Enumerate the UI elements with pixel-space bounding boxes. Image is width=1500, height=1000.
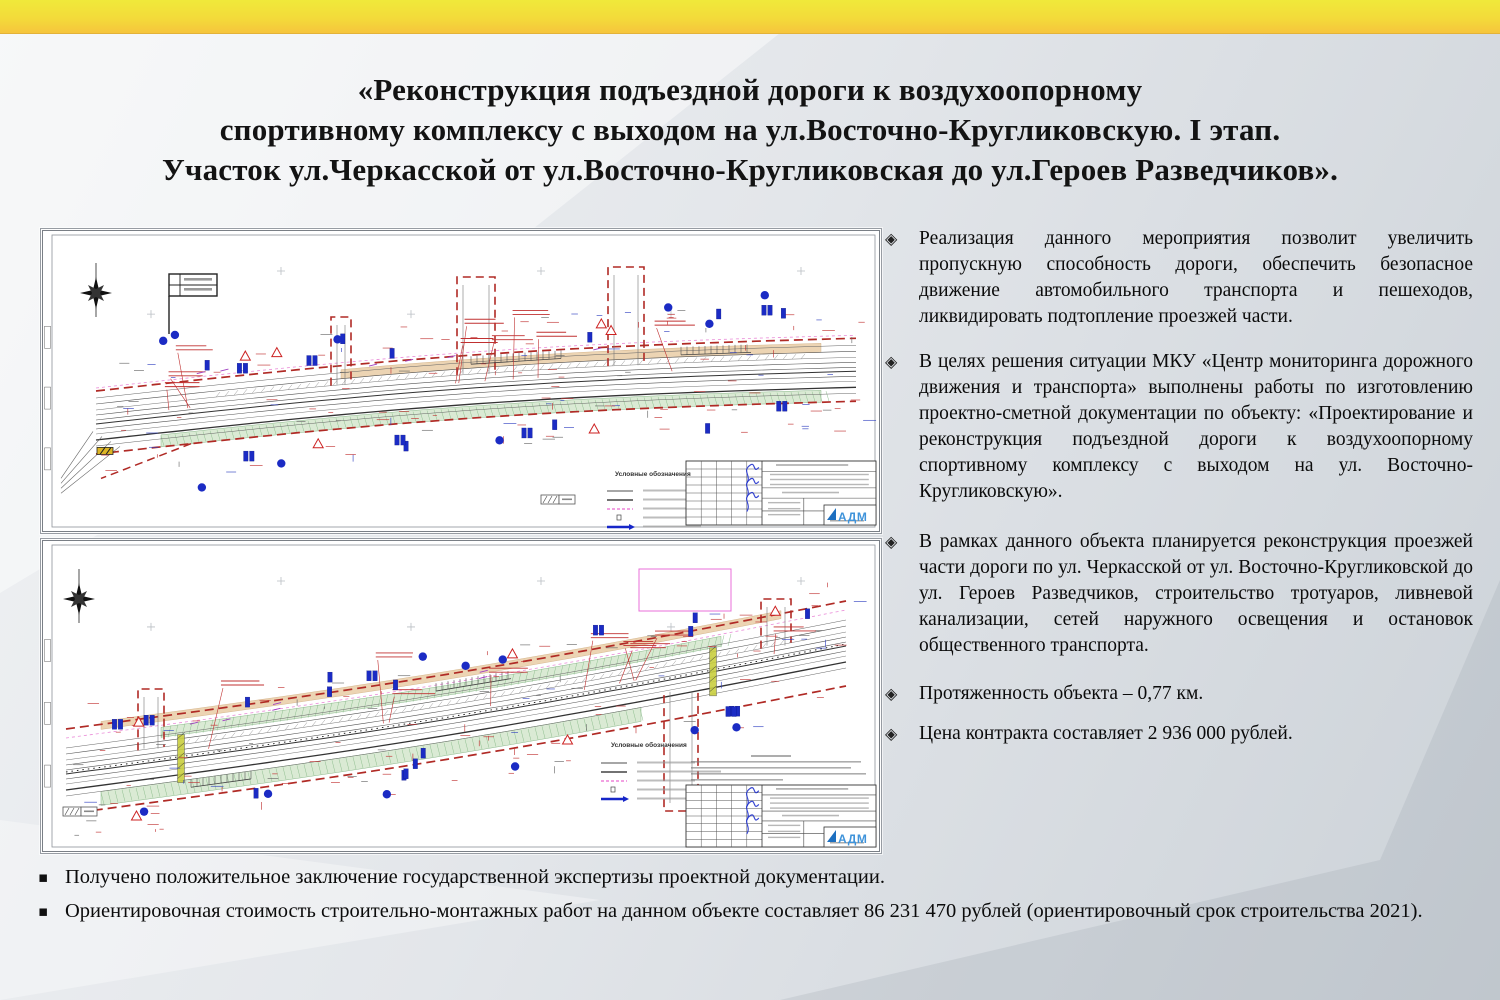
bullet-text: Ориентировочная стоимость строительно-монтажных работ на данном объекте составляет 86 231 470 рублей (ориентировочный срок строительства 2021). [65,900,1423,922]
summary-bullet-list [885,226,1473,766]
list-item [38,896,1468,926]
bullet-text: Протяженность объекта – 0,77 км. [919,683,1204,704]
road-plan-panel-1 [40,228,882,534]
slide-title [40,70,1460,190]
adm-logo-drawing-2: АДМ [838,832,868,846]
road-plan-drawing-2 [41,539,881,853]
legend-title-drawing-2: Условные обозначения [611,742,687,749]
bullet-text: Реализация данного мероприятия позволит увеличить пропускную способность дороги, обеспечить безопасное движение автомобильного транспорта и пешеходов, ликвидировать подтопление проезжей части. [919,228,1473,327]
yellow-top-bar [0,0,1500,34]
slide-title-line-2: спортивному комплексу с выходом на ул.Восточно-Кругликовскую. I этап. [219,112,1281,147]
bullet-text: В рамках данного объекта планируется реконструкция проезжей части дороги по ул. Черкасской от ул. Восточно-Кругликовской до ул. Героев Разведчиков, строительство тротуаров, ливневой канализации, сетей наружного освещения и остановок общественного транспорта. [919,531,1473,656]
diamond-bullet-icon: ◈ [885,684,898,703]
square-bullet-icon: ▪ [38,868,49,886]
list-item [885,721,1473,747]
diamond-bullet-icon: ◈ [885,229,898,248]
square-bullet-icon: ▪ [38,902,49,920]
list-item [38,862,1468,892]
diamond-bullet-icon: ◈ [885,724,898,743]
list-item [885,529,1473,659]
diamond-bullet-icon: ◈ [885,352,898,371]
diamond-bullet-icon: ◈ [885,532,898,551]
slide-title-line-3: Участок ул.Черкасской от ул.Восточно-Кругликовская до ул.Героев Разведчиков». [161,152,1339,187]
footer-bullet-list [38,862,1468,930]
slide-title-line-1: «Реконструкция подъездной дороги к воздухоопорному [357,72,1143,107]
legend-title-drawing-1: Условные обозначения [615,471,691,478]
bullet-text: Получено положительное заключение государственной экспертизы проектной документации. [65,866,885,888]
list-item [885,349,1473,505]
bullet-text: В целях решения ситуации МКУ «Центр мониторинга дорожного движения и транспорта» выполнены работы по изготовлению проектно-сметной документации по объекту: «Проектирование и реконструкция подъездной дороги к воздухоопорному спортивному комплексу с выходом на ул. Восточно-Кругликовскую». [919,351,1473,502]
road-plan-drawing-1 [41,229,881,533]
road-plan-panel-2 [40,538,882,854]
list-item [885,681,1473,707]
list-item [885,226,1473,330]
adm-logo-drawing-1: АДМ [838,510,868,524]
bullet-text: Цена контракта составляет 2 936 000 рублей. [919,723,1293,744]
